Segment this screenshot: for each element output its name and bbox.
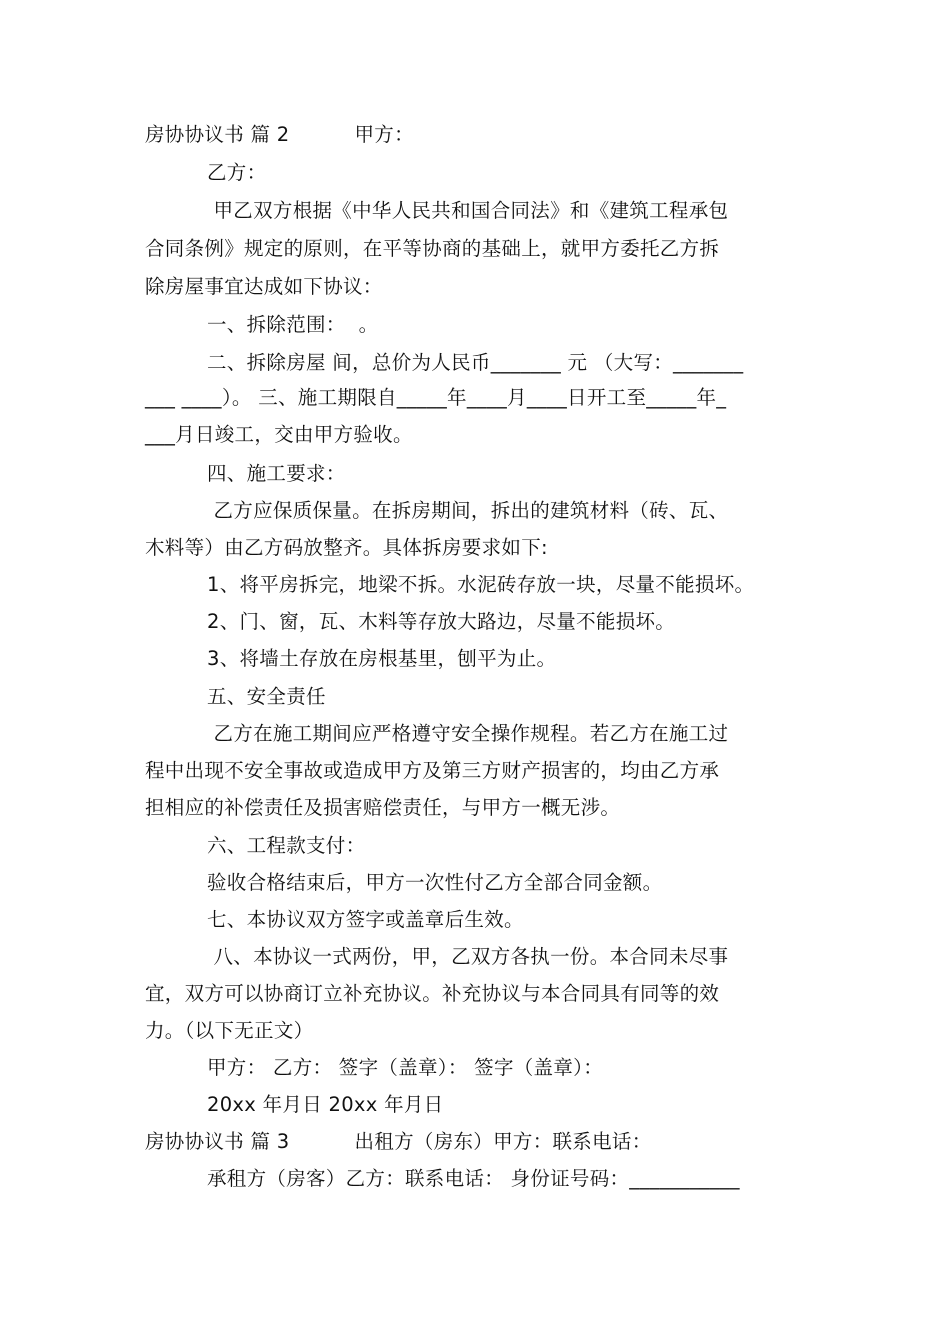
list-item: 3、将墙土存放在房根基里，刨平为止。 [207,647,557,670]
paragraph-line: 八、本协议一式两份，甲，乙双方各执一份。本合同未尽事 [207,945,729,968]
paragraph-line: 除房屋事宜达成如下协议： [145,275,383,298]
paragraph-line: ___ ____）。 三、施工期限自_____年____月____日开工至_____年_ [145,386,727,409]
tenant-line: 承租方（房客）乙方：联系电话： 身份证号码：___________ [207,1167,740,1190]
paragraph-line: 乙方应保质保量。在拆房期间，拆出的建筑材料（砖、瓦、 [207,499,729,522]
section-heading-2: 房协协议书 篇 2 甲方： [145,123,414,146]
paragraph-line: 程中出现不安全事故或造成甲方及第三方财产损害的，均由乙方承 [145,759,720,782]
paragraph-line: 验收合格结束后，甲方一次性付乙方全部合同金额。 [207,871,663,894]
paragraph-line: 合同条例》规定的原则，在平等协商的基础上，就甲方委托乙方拆 [145,237,720,260]
clause-4-heading: 四、施工要求： [207,462,346,485]
clause-1: 一、拆除范围： 。 [207,313,379,336]
clause-2: 二、拆除房屋 间，总价为人民币_______ 元 （大写：_______ [207,351,744,374]
clause-5-heading: 五、安全责任 [207,685,326,708]
signature-line: 甲方： 乙方： 签字（盖章）： 签字（盖章）： [207,1056,603,1079]
paragraph-line: 力。（以下无正文） [145,1019,314,1042]
paragraph-line: 宜，双方可以协商订立补充协议。补充协议与本合同具有同等的效 [145,982,720,1005]
paragraph-line: ___月日竣工，交由甲方验收。 [145,423,413,446]
section-heading-3: 房协协议书 篇 3 出租方（房东）甲方：联系电话： [145,1130,652,1153]
paragraph-line: 担相应的补偿责任及损害赔偿责任，与甲方一概无涉。 [145,796,621,819]
paragraph-line: 乙方在施工期间应严格遵守安全操作规程。若乙方在施工过 [207,722,729,745]
paragraph-line: 木料等）由乙方码放整齐。具体拆房要求如下: [145,536,548,559]
date-line: 20xx 年月日 20xx 年月日 [207,1093,444,1116]
clause-6-heading: 六、工程款支付： [207,834,366,857]
list-item: 1、将平房拆完，地梁不拆。水泥砖存放一块，尽量不能损坏。 [207,573,755,596]
clause-7: 七、本协议双方签字或盖章后生效。 [207,908,524,931]
paragraph-line: 甲乙双方根据《中华人民共和国合同法》和《建筑工程承包 [207,199,729,222]
list-item: 2、门、窗，瓦、木料等存放大路边，尽量不能损坏。 [207,610,676,633]
party-b-line: 乙方： [207,161,267,184]
